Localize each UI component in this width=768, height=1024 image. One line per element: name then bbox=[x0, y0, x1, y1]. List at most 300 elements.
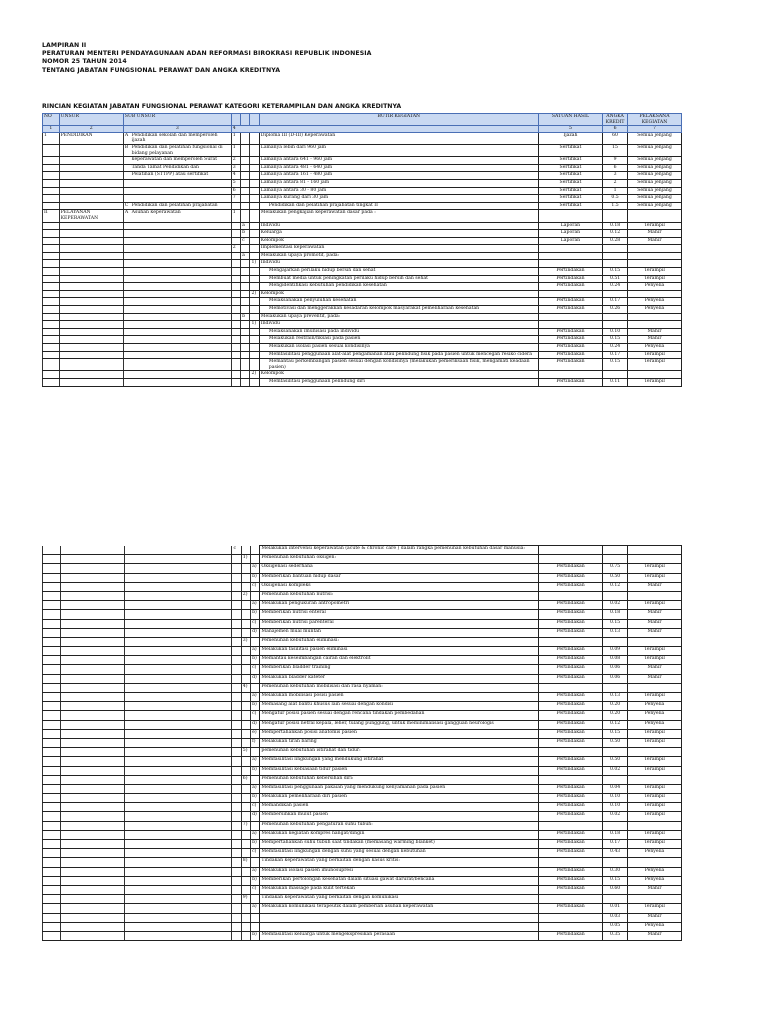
cell-sub-unsur bbox=[132, 904, 232, 913]
cell-sub-letter bbox=[124, 784, 131, 793]
cell-sub-unsur bbox=[131, 344, 232, 352]
cell-indent bbox=[231, 275, 240, 283]
cell-sub-letter bbox=[124, 885, 131, 894]
cell-indent bbox=[231, 378, 240, 386]
cell-sub-letter bbox=[123, 359, 130, 371]
cell-satuan: Pertindakan bbox=[539, 573, 603, 582]
cell-no bbox=[43, 260, 60, 268]
cell-butir: Lamanya antara 641 - 960 jam bbox=[259, 157, 538, 165]
cell-no bbox=[43, 720, 61, 729]
cell-butir-label: e) bbox=[251, 729, 260, 738]
cell-butir-label: 2) bbox=[250, 290, 259, 298]
cell-pelaksana: Semua jenjang bbox=[628, 195, 682, 203]
table-row bbox=[43, 738, 682, 747]
cell-angka-kredit: 0.03 bbox=[603, 913, 628, 922]
cell-sub-unsur bbox=[132, 931, 232, 940]
cell-sub-letter bbox=[124, 922, 131, 931]
cell-sub-unsur bbox=[132, 665, 232, 674]
cell-butir-label: d) bbox=[251, 812, 260, 821]
cell-unsur bbox=[60, 647, 124, 656]
cell-butir-label: c) bbox=[251, 582, 260, 591]
cell-no bbox=[43, 164, 60, 172]
cell-pelaksana: Penyelia bbox=[628, 720, 682, 729]
cell-no bbox=[43, 344, 60, 352]
cell-indent bbox=[232, 748, 241, 757]
cell-pelaksana: Mahir bbox=[628, 665, 682, 674]
col-num: 1 bbox=[43, 126, 60, 133]
cell-unsur bbox=[60, 757, 124, 766]
cell-butir-label: a) bbox=[251, 564, 260, 573]
cell-angka-kredit: 0.51 bbox=[603, 275, 628, 283]
cell-no bbox=[43, 913, 61, 922]
cell-no bbox=[43, 803, 61, 812]
cell-indent bbox=[241, 371, 250, 379]
cell-indent bbox=[241, 359, 250, 371]
cell-indent bbox=[250, 202, 259, 210]
cell-unsur bbox=[60, 555, 124, 564]
cell-no bbox=[43, 172, 60, 180]
cell-indent bbox=[251, 775, 260, 784]
cell-indent bbox=[231, 344, 240, 352]
cell-sub-unsur bbox=[132, 555, 232, 564]
cell-pelaksana: Mahir bbox=[628, 931, 682, 940]
cell-butir bbox=[260, 913, 539, 922]
cell-angka-kredit bbox=[603, 245, 628, 253]
cell-sub-unsur bbox=[132, 693, 232, 702]
cell-angka-kredit: 3 bbox=[603, 172, 628, 180]
cell-no bbox=[43, 195, 60, 203]
cell-butir: Pemenuhan kebutuhan eliminasi: bbox=[260, 637, 539, 646]
cell-pelaksana: Penyelia bbox=[628, 867, 682, 876]
cell-no bbox=[43, 555, 61, 564]
table-row bbox=[43, 812, 682, 821]
cell-pelaksana: Mahir bbox=[628, 628, 682, 637]
cell-satuan: Pertindakan bbox=[539, 876, 603, 885]
cell-satuan bbox=[538, 245, 602, 253]
table-row bbox=[43, 803, 682, 812]
cell-indent bbox=[241, 812, 250, 821]
cell-unsur bbox=[59, 157, 123, 165]
cell-angka-kredit: 1.5 bbox=[603, 202, 628, 210]
table-page-2 bbox=[42, 545, 682, 941]
cell-angka-kredit: 0.10 bbox=[603, 328, 628, 336]
cell-sub-unsur bbox=[132, 885, 232, 894]
cell-indent bbox=[241, 766, 250, 775]
cell-indent bbox=[241, 904, 250, 913]
cell-sub-unsur bbox=[132, 591, 232, 600]
cell-butir-label: 5 bbox=[231, 179, 240, 187]
cell-butir: Melakukan fasilitasi pasien eliminasi bbox=[260, 647, 539, 656]
cell-sub-unsur bbox=[131, 230, 232, 238]
cell-sub-letter bbox=[124, 582, 131, 591]
cell-satuan bbox=[539, 895, 603, 904]
cell-indent bbox=[231, 283, 240, 291]
cell-indent bbox=[241, 582, 250, 591]
cell-unsur bbox=[60, 591, 124, 600]
cell-no bbox=[43, 784, 61, 793]
cell-unsur bbox=[60, 546, 124, 555]
cell-indent bbox=[232, 757, 241, 766]
cell-butir: Melakukan pengukuran antropometri bbox=[260, 601, 539, 610]
cell-indent bbox=[241, 738, 250, 747]
cell-butir: Lamanya kurang dari 30 jam bbox=[259, 195, 538, 203]
cell-butir-label: a bbox=[241, 252, 250, 260]
cell-satuan: Pertindakan bbox=[539, 803, 603, 812]
cell-angka-kredit: 0.10 bbox=[603, 794, 628, 803]
table-row bbox=[43, 290, 682, 298]
cell-indent bbox=[232, 738, 241, 747]
cell-angka-kredit bbox=[603, 821, 628, 830]
cell-indent bbox=[231, 298, 240, 306]
cell-satuan bbox=[539, 913, 603, 922]
cell-butir: Melakukan upaya preventif, pada: bbox=[259, 313, 538, 321]
cell-butir: Individu bbox=[259, 222, 538, 230]
cell-indent bbox=[241, 202, 250, 210]
cell-butir-label: c) bbox=[251, 711, 260, 720]
table-row bbox=[43, 555, 682, 564]
cell-pelaksana: Terampil bbox=[628, 794, 682, 803]
cell-unsur bbox=[60, 738, 124, 747]
cell-angka-kredit: 0.5 bbox=[603, 195, 628, 203]
cell-butir-label: 7 bbox=[231, 195, 240, 203]
table-row bbox=[43, 637, 682, 646]
cell-satuan: Sertifikat bbox=[538, 187, 602, 195]
cell-indent bbox=[241, 144, 250, 156]
cell-pelaksana bbox=[628, 290, 682, 298]
cell-butir: Mengatur posisi pasien sesuai dengan rencana tindakan pembedahan bbox=[260, 711, 539, 720]
cell-butir: Memandikan pasien bbox=[260, 803, 539, 812]
cell-satuan: Laporan bbox=[538, 237, 602, 245]
cell-unsur bbox=[59, 283, 123, 291]
cell-indent bbox=[232, 693, 241, 702]
cell-indent bbox=[250, 210, 259, 222]
cell-unsur bbox=[60, 904, 124, 913]
cell-butir: Lamanya antara 30 - 80 jam bbox=[259, 187, 538, 195]
cell-pelaksana bbox=[628, 555, 682, 564]
cell-butir-label: b bbox=[241, 313, 250, 321]
cell-sub-letter bbox=[124, 637, 131, 646]
cell-pelaksana: Penyelia bbox=[628, 283, 682, 291]
cell-unsur bbox=[60, 784, 124, 793]
cell-pelaksana bbox=[628, 313, 682, 321]
cell-pelaksana: Terampil bbox=[628, 378, 682, 386]
cell-butir: Implementasi keperawatan bbox=[259, 245, 538, 253]
cell-no bbox=[43, 794, 61, 803]
cell-butir: Lamanya antara 481 - 640 jam bbox=[259, 164, 538, 172]
cell-butir: Memfasilitasi lingkungan dengan suhu yang sesuai dengan kebutuhan bbox=[260, 849, 539, 858]
cell-unsur bbox=[59, 268, 123, 276]
cell-butir-label: 6 bbox=[231, 187, 240, 195]
cell-indent bbox=[241, 656, 250, 665]
cell-no bbox=[43, 867, 61, 876]
cell-angka-kredit: 0.24 bbox=[603, 344, 628, 352]
column-number-row bbox=[43, 126, 682, 133]
cell-sub-unsur bbox=[132, 867, 232, 876]
cell-no bbox=[43, 729, 61, 738]
cell-butir-label: b) bbox=[251, 840, 260, 849]
cell-no bbox=[43, 738, 61, 747]
cell-angka-kredit bbox=[603, 748, 628, 757]
cell-indent bbox=[232, 784, 241, 793]
cell-unsur bbox=[60, 628, 124, 637]
cell-butir: Melakukan intervensi keperawatan (acute & chronic care ) dalam rangka pemenuhan kebutuhan dasar manusia: bbox=[260, 546, 539, 555]
cell-pelaksana: Penyelia bbox=[628, 702, 682, 711]
cell-angka-kredit: 0.60 bbox=[603, 885, 628, 894]
table-row bbox=[43, 582, 682, 591]
cell-butir: Melaksanakan penyuluhan kesehatan bbox=[259, 298, 538, 306]
cell-sub-letter bbox=[123, 378, 130, 386]
table-row bbox=[43, 157, 682, 165]
cell-unsur bbox=[59, 306, 123, 314]
cell-butir: Pendidikan dan pelatihan prajabatan tingkat II bbox=[259, 202, 538, 210]
cell-butir: Mengidentifikasi kebutuhan pendidikan kesehatan bbox=[259, 283, 538, 291]
cell-unsur bbox=[60, 720, 124, 729]
table-row bbox=[43, 895, 682, 904]
cell-sub-letter bbox=[123, 313, 130, 321]
cell-no bbox=[43, 564, 61, 573]
cell-unsur bbox=[59, 164, 123, 172]
table-row bbox=[43, 336, 682, 344]
cell-sub-letter bbox=[124, 729, 131, 738]
cell-sub-unsur bbox=[132, 840, 232, 849]
cell-satuan: Pertindakan bbox=[539, 656, 603, 665]
cell-sub-unsur bbox=[132, 748, 232, 757]
col-sub-unsur: SUB UNSUR bbox=[123, 114, 231, 126]
table-row bbox=[43, 656, 682, 665]
cell-butir-label: b) bbox=[251, 610, 260, 619]
cell-angka-kredit: 0.15 bbox=[603, 336, 628, 344]
cell-satuan: Sertifikat bbox=[538, 157, 602, 165]
cell-indent bbox=[241, 564, 250, 573]
cell-sub-letter bbox=[124, 693, 131, 702]
cell-angka-kredit bbox=[603, 683, 628, 692]
cell-pelaksana: Terampil bbox=[628, 564, 682, 573]
col-butir-kegiatan: BUTIR KEGIATAN bbox=[259, 114, 538, 126]
cell-butir-label: 9) bbox=[241, 895, 250, 904]
cell-satuan: Pertindakan bbox=[538, 283, 602, 291]
cell-unsur bbox=[60, 766, 124, 775]
cell-angka-kredit: 0.20 bbox=[603, 702, 628, 711]
table-body-2 bbox=[43, 546, 682, 941]
cell-butir-label: c) bbox=[251, 665, 260, 674]
cell-no bbox=[43, 647, 61, 656]
cell-no bbox=[43, 775, 61, 784]
cell-no bbox=[43, 313, 60, 321]
cell-butir-label: b bbox=[241, 230, 250, 238]
cell-angka-kredit bbox=[603, 858, 628, 867]
cell-indent bbox=[231, 237, 240, 245]
cell-sub-unsur bbox=[132, 794, 232, 803]
cell-pelaksana: Terampil bbox=[628, 830, 682, 839]
cell-butir-label: a) bbox=[251, 647, 260, 656]
cell-indent bbox=[241, 693, 250, 702]
table-row bbox=[43, 931, 682, 940]
cell-sub-unsur bbox=[131, 290, 232, 298]
cell-angka-kredit: 0.06 bbox=[603, 674, 628, 683]
cell-angka-kredit: 0.12 bbox=[603, 720, 628, 729]
cell-sub-letter bbox=[123, 275, 130, 283]
cell-satuan: Pertindakan bbox=[539, 812, 603, 821]
cell-indent bbox=[232, 821, 241, 830]
cell-indent bbox=[241, 720, 250, 729]
cell-unsur bbox=[60, 683, 124, 692]
cell-satuan: Pertindakan bbox=[538, 306, 602, 314]
cell-angka-kredit: 0.43 bbox=[603, 849, 628, 858]
table-row bbox=[43, 647, 682, 656]
cell-pelaksana: Penyelia bbox=[628, 344, 682, 352]
cell-sub-letter bbox=[123, 230, 130, 238]
cell-sub-letter bbox=[124, 665, 131, 674]
cell-pelaksana: Terampil bbox=[628, 351, 682, 359]
cell-unsur bbox=[60, 674, 124, 683]
cell-sub-letter bbox=[124, 840, 131, 849]
cell-sub-unsur bbox=[132, 922, 232, 931]
cell-indent bbox=[241, 830, 250, 839]
cell-butir: Lamanya lebih dari 960 jam bbox=[259, 144, 538, 156]
cell-pelaksana: Terampil bbox=[628, 738, 682, 747]
cell-indent bbox=[232, 904, 241, 913]
cell-satuan: Pertindakan bbox=[539, 931, 603, 940]
cell-no bbox=[43, 573, 61, 582]
table-row bbox=[43, 164, 682, 172]
table-row bbox=[43, 766, 682, 775]
cell-angka-kredit bbox=[603, 775, 628, 784]
cell-sub-unsur: Asuhan keperawatan bbox=[131, 210, 232, 222]
cell-pelaksana: Penyelia bbox=[628, 306, 682, 314]
cell-indent bbox=[231, 306, 240, 314]
cell-indent bbox=[232, 591, 241, 600]
cell-satuan: Pertindakan bbox=[539, 693, 603, 702]
cell-pelaksana: Terampil bbox=[628, 757, 682, 766]
cell-indent bbox=[232, 766, 241, 775]
cell-sub-letter bbox=[124, 610, 131, 619]
cell-indent bbox=[241, 298, 250, 306]
cell-butir: Memfasilitasi penggunaan pakaian yang mendukung kenyamanan pada pasien bbox=[260, 784, 539, 793]
cell-sub-letter bbox=[123, 283, 130, 291]
cell-indent bbox=[251, 546, 260, 555]
cell-angka-kredit: 0.17 bbox=[603, 840, 628, 849]
cell-satuan: Pertindakan bbox=[539, 840, 603, 849]
cell-indent bbox=[231, 336, 240, 344]
cell-indent bbox=[251, 748, 260, 757]
cell-no bbox=[43, 144, 60, 156]
cell-satuan: Sertifikat bbox=[538, 195, 602, 203]
cell-butir: Memberikan nutrisi enteral bbox=[260, 610, 539, 619]
cell-satuan bbox=[538, 252, 602, 260]
cell-indent bbox=[241, 729, 250, 738]
cell-butir-label: 6) bbox=[241, 775, 250, 784]
cell-sub-letter bbox=[124, 628, 131, 637]
cell-butir: Memberikan nutrisi parenteral bbox=[260, 619, 539, 628]
cell-unsur bbox=[59, 222, 123, 230]
cell-butir-label: 3) bbox=[241, 637, 250, 646]
cell-butir-label: 8) bbox=[241, 858, 250, 867]
cell-unsur bbox=[60, 582, 124, 591]
cell-pelaksana: Terampil bbox=[628, 601, 682, 610]
cell-pelaksana: Mahir bbox=[628, 336, 682, 344]
cell-sub-letter: A bbox=[123, 210, 130, 222]
cell-indent bbox=[250, 230, 259, 238]
cell-butir: Pemenuhan kebutuhan pengaturan suhu tubuh: bbox=[260, 821, 539, 830]
cell-butir-label: b) bbox=[251, 702, 260, 711]
cell-butir: Lamanya antara 81 - 160 jam bbox=[259, 179, 538, 187]
cell-butir: Memfasilitasi penggunaan pelindung diri bbox=[259, 378, 538, 386]
cell-indent bbox=[250, 336, 259, 344]
cell-satuan: Pertindakan bbox=[539, 867, 603, 876]
cell-angka-kredit bbox=[603, 252, 628, 260]
cell-butir bbox=[260, 922, 539, 931]
cell-satuan bbox=[538, 260, 602, 268]
cell-unsur bbox=[60, 812, 124, 821]
cell-sub-letter bbox=[123, 344, 130, 352]
cell-indent bbox=[250, 187, 259, 195]
cell-indent bbox=[250, 157, 259, 165]
cell-sub-unsur bbox=[132, 812, 232, 821]
cell-satuan: Sertifikat bbox=[538, 172, 602, 180]
cell-unsur bbox=[60, 564, 124, 573]
table-row bbox=[43, 371, 682, 379]
cell-no bbox=[43, 290, 60, 298]
cell-indent bbox=[232, 683, 241, 692]
cell-no bbox=[43, 766, 61, 775]
cell-butir: Memotivasi dan menggerakkan kesadaran kelompok masyarakat pemeliharaan kesehatan bbox=[259, 306, 538, 314]
cell-butir-label: 4 bbox=[231, 172, 240, 180]
cell-indent bbox=[250, 164, 259, 172]
cell-indent bbox=[241, 573, 250, 582]
table-row bbox=[43, 628, 682, 637]
cell-unsur bbox=[60, 858, 124, 867]
cell-indent bbox=[250, 132, 259, 144]
table-row bbox=[43, 784, 682, 793]
cell-sub-unsur bbox=[132, 619, 232, 628]
cell-no bbox=[43, 298, 60, 306]
cell-sub-letter bbox=[124, 830, 131, 839]
cell-indent bbox=[241, 913, 250, 922]
table-row bbox=[43, 321, 682, 329]
cell-sub-letter bbox=[124, 876, 131, 885]
table-row bbox=[43, 237, 682, 245]
cell-pelaksana: Mahir bbox=[628, 230, 682, 238]
table-row bbox=[43, 729, 682, 738]
cell-unsur bbox=[60, 922, 124, 931]
cell-butir: Memfasilitasi kebiasaan tidur pasien bbox=[260, 766, 539, 775]
cell-angka-kredit: 0.02 bbox=[603, 601, 628, 610]
cell-angka-kredit: 0.26 bbox=[603, 306, 628, 314]
col-no: NO bbox=[43, 114, 60, 126]
cell-unsur bbox=[60, 573, 124, 582]
cell-indent bbox=[250, 275, 259, 283]
cell-unsur bbox=[60, 693, 124, 702]
cell-satuan: Pertindakan bbox=[538, 275, 602, 283]
cell-butir-label: a) bbox=[251, 693, 260, 702]
cell-unsur bbox=[59, 187, 123, 195]
cell-sub-letter bbox=[124, 683, 131, 692]
cell-no bbox=[43, 895, 61, 904]
cell-indent bbox=[231, 351, 240, 359]
table-row bbox=[43, 775, 682, 784]
cell-pelaksana: Semua jenjang bbox=[628, 202, 682, 210]
cell-satuan bbox=[539, 555, 603, 564]
table-row bbox=[43, 306, 682, 314]
cell-indent bbox=[232, 601, 241, 610]
cell-angka-kredit: 0.75 bbox=[603, 564, 628, 573]
table-row bbox=[43, 351, 682, 359]
table-row bbox=[43, 601, 682, 610]
cell-butir: Mempertahankan posisi anatomis pasien bbox=[260, 729, 539, 738]
cell-sub-unsur bbox=[131, 359, 232, 371]
cell-satuan: Sertifikat bbox=[538, 202, 602, 210]
cell-pelaksana: Penyelia bbox=[628, 922, 682, 931]
